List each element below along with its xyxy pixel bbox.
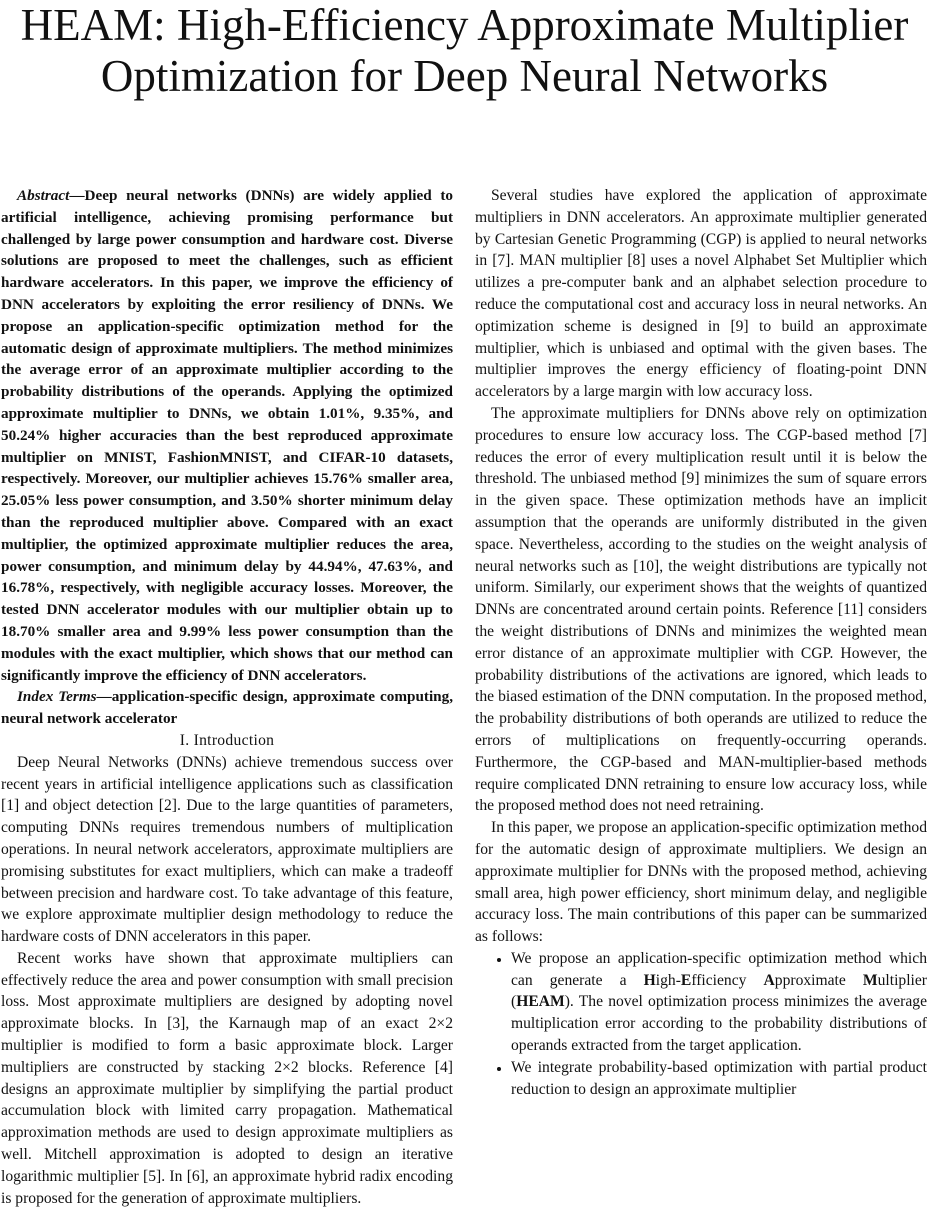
abstract	[1, 185, 453, 686]
word-rest-approximate: pproximate	[774, 971, 863, 989]
right-column	[475, 185, 927, 1100]
motivation-paragraph: The approximate multipliers for DNNs above rely on optimization procedures to ensure low accuracy loss. The CGP-based method [7] reduces the error of every multiplication result until it is below the threshold. The unbiased method [9] minimizes the sum of square errors in the given space. These optimization methods have an implicit assumption that the operands are uniformly distributed in the given space. Nevertheless, according to the studies on the weight analysis of neural networks such as [10], the weight distributions are typically not uniform. Similarly, our experiment shows that the weights of quantized DNNs are concentrated around certain points. Reference [11] considers the weight distributions of DNNs and minimizes the weighted mean error distance of an approximate multiplier with CGP. However, the probability distributions of the activations are ignored, which leads to the biased estimation of the DNN computation. In the proposed method, the probability distributions of both operands are utilized to reduce the errors of multiplications on frequently-occurring operands. Furthermore, the CGP-based and MAN-multiplier-based methods require complicated DNN retraining to ensure low accuracy loss, while the proposed method does not need retraining.	[475, 404, 927, 815]
acronym-letter-a: A	[763, 971, 775, 989]
contribution-item-1	[511, 948, 927, 1057]
index-terms-text: —application-specific design, approximate computing, neural network accelerator	[1, 688, 453, 728]
word-rest-high: igh-	[655, 971, 681, 989]
abstract-text: —Deep neural networks (DNNs) are widely applied to artificial intelligence, achieving promising performance but challenged by large power consumption and hardware cost. Diverse solutions are proposed to meet the challenges, such as efficient hardware accelerators. In this paper, we improve the efficiency of DNN accelerators by exploiting the error resiliency of DNNs. We propose an application-specific optimization method for the automatic design of approximate multipliers. The method minimizes the average error of an approximate multiplier according to the probability distributions of the operands. Applying the optimized approximate multiplier to DNNs, we obtain 1.01%, 9.35%, and 50.24% higher accuracies than the best reproduced approximate multiplier on MNIST, FashionMNIST, and CIFAR-10 datasets, respectively. Moreover, our multiplier achieves 15.76% smaller area, 25.05% less power consumption, and 3.50% shorter minimum delay than the reproduced multiplier above. Compared with an exact multiplier, the optimized approximate multiplier reduces the area, power consumption, and minimum delay by 44.94%, 47.63%, and 16.78%, respectively, with negligible accuracy losses. Moreover, the tested DNN accelerator modules with our multiplier obtain up to 18.70% smaller area and 9.99% less power consumption than the modules with the exact multiplier, which shows that our method can significantly improve the efficiency of DNN accelerators.	[1, 187, 453, 684]
left-column	[1, 185, 453, 1209]
acronym-letter-m: M	[862, 971, 878, 989]
index-terms	[1, 686, 453, 730]
paper-title	[0, 0, 929, 102]
acronym-heam: HEAM	[516, 993, 565, 1011]
word-rest-efficiency: fficiency	[691, 971, 764, 989]
abstract-label: Abstract	[17, 187, 70, 204]
title-line-2: Optimization for Deep Neural Networks	[100, 51, 829, 101]
contribution-1-intro: We propose an application-specific optimization method which can generate a	[511, 949, 927, 989]
contribution-item-2: • We integrate probability-based optimization with partial product reduction to design an approximate multiplier	[511, 1057, 927, 1101]
index-terms-label: Index Terms	[17, 688, 97, 706]
contribution-1-rest: ). The novel optimization process minimizes the average multiplication error according to the probability distributions of operands extracted from the target application.	[511, 993, 927, 1055]
acronym-letter-e: E	[680, 971, 692, 989]
word-rest-multiplier: ultiplier (	[511, 971, 927, 1011]
intro-paragraph-2: Recent works have shown that approximate multipliers can effectively reduce the area and power consumption with small precision loss. Most approximate multipliers are designed by adopting novel approximate blocks. In [3], the Karnaugh map of an exact 2×2 multiplier is modified to form a basic approximate block. Larger multipliers are constructed by stacking 2×2 blocks. Reference [4] designs an approximate multiplier by simplifying the partial product accumulation block with limited carry propagation. Mathematical approximation methods are used to design approximate multipliers as well. Mitchell approximation is adopted to design an iterative logarithmic multiplier [5]. In [6], an approximate hybrid radix encoding is proposed for the generation of approximate multipliers.	[1, 949, 453, 1207]
contributions-list	[475, 948, 927, 1101]
intro-paragraph-1: Deep Neural Networks (DNNs) achieve tremendous success over recent years in artificial intelligence applications such as classification [1] and object detection [2]. Due to the large quantities of parameters, computing DNNs requires tremendous numbers of multiplication operations. In neural network accelerators, approximate multipliers are promising substitutes for exact multipliers, which can make a tradeoff between precision and hardware cost. To take advantage of this feature, we explore approximate multiplier design methodology to reduce the hardware costs of DNN accelerators in this paper.	[1, 753, 453, 946]
title-line-1: HEAM: High-Efficiency Approximate Multiplier	[20, 0, 909, 50]
acronym-letter-h: H	[643, 971, 656, 989]
section-heading-introduction: I. Introduction	[179, 731, 275, 749]
related-work-paragraph: Several studies have explored the application of approximate multipliers in DNN accelerators. An approximate multiplier generated by Cartesian Genetic Programming (CGP) is applied to neural networks in [7]. MAN multiplier [8] uses a novel Alphabet Set Multiplier which utilizes a pre-computer bank and an alphabet selection procedure to reduce the computational cost and accuracy loss in neural networks. An optimization scheme is designed in [9] to build an approximate multiplier, which is unbiased and optimal with the given bases. The multiplier improves the energy efficiency of floating-point DNN accelerators by a large margin with low accuracy loss.	[475, 187, 927, 401]
contribution-intro-paragraph: In this paper, we propose an application-specific optimization method for the automatic design of approximate multipliers. We design an approximate multiplier for DNNs with the proposed method, achieving small area, high power efficiency, short minimum delay, and negligible accuracy loss. The main contributions of this paper can be summarized as follows:	[475, 819, 927, 946]
